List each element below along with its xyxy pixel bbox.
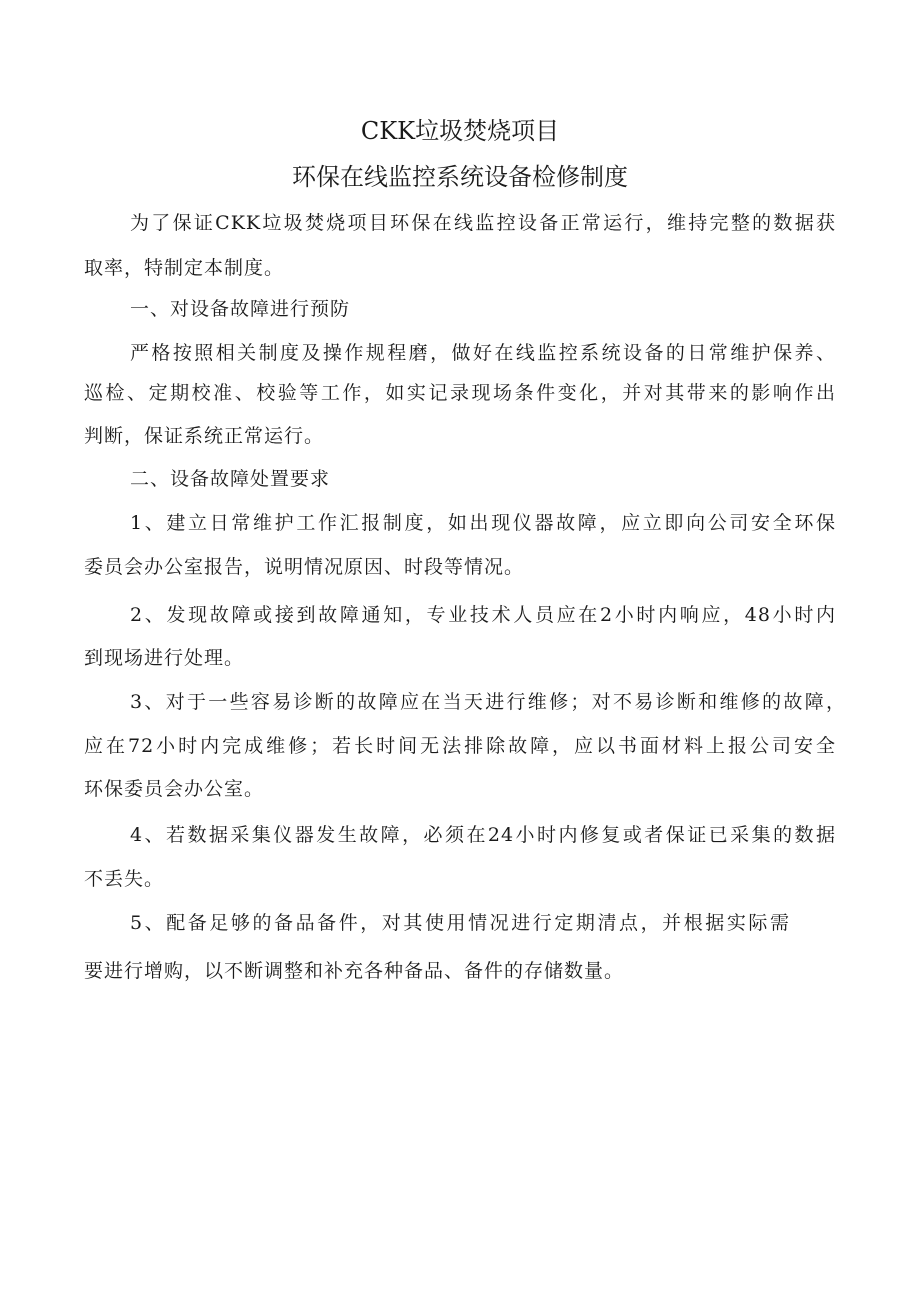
document-title-line2: 环保在线监控系统设备检修制度 bbox=[292, 163, 628, 191]
item3-line-2: 应在72小时内完成维修；若长时间无法排除故障，应以书面材料上报公司安全 bbox=[84, 735, 836, 757]
item4-line-2: 不丢失。 bbox=[84, 868, 165, 890]
section1-line-2: 巡检、定期校准、校验等工作，如实记录现场条件变化，并对其带来的影响作出 bbox=[84, 382, 836, 404]
item4-line-1: 4、若数据采集仪器发生故障，必须在24小时内修复或者保证已采集的数据 bbox=[130, 824, 836, 846]
section1-line-3: 判断，保证系统正常运行。 bbox=[84, 425, 325, 447]
intro-line-1: 为了保证CKK垃圾焚烧项目环保在线监控设备正常运行，维持完整的数据获 bbox=[130, 212, 836, 234]
item2-line-1: 2、发现故障或接到故障通知，专业技术人员应在2小时内响应，48小时内 bbox=[130, 604, 836, 626]
intro-line-2: 取率，特制定本制度。 bbox=[84, 257, 285, 279]
section2-heading: 二、设备故障处置要求 bbox=[130, 468, 331, 490]
item5-line-1: 5、配备足够的备品备件，对其使用情况进行定期清点，并根据实际需 bbox=[130, 912, 790, 934]
section1-line-1: 严格按照相关制度及操作规程磨，做好在线监控系统设备的日常维护保养、 bbox=[130, 342, 836, 364]
item1-line-1: 1、建立日常维护工作汇报制度，如出现仪器故障，应立即向公司安全环保 bbox=[130, 512, 836, 534]
section1-heading: 一、对设备故障进行预防 bbox=[130, 298, 351, 320]
item3-line-1: 3、对于一些容易诊断的故障应在当天进行维修；对不易诊断和维修的故障， bbox=[130, 691, 846, 713]
item1-line-2: 委员会办公室报告，说明情况原因、时段等情况。 bbox=[84, 556, 525, 578]
item2-line-2: 到现场进行处理。 bbox=[84, 647, 245, 669]
item3-line-3: 环保委员会办公室。 bbox=[84, 778, 265, 800]
document-title-line1: CKK垃圾焚烧项目 bbox=[360, 117, 560, 145]
item5-line-2: 要进行增购，以不断调整和补充各种备品、备件的存储数量。 bbox=[84, 960, 625, 982]
